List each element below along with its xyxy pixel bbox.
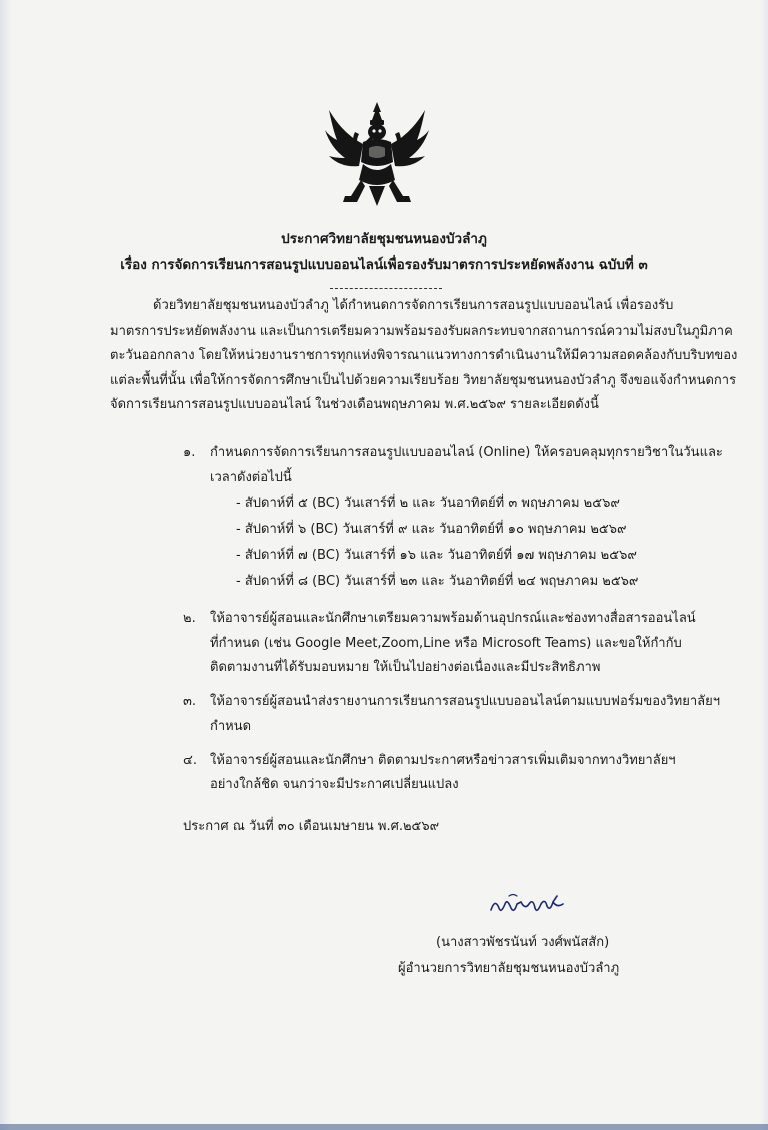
item-4-number: ๔. [183, 753, 197, 768]
signer-position: ผู้อำนวยการวิทยาลัยชุมชนหนองบัวลำภู [398, 961, 620, 976]
item-1-sub-3: - สัปดาห์ที่ ๗ (BC) วันเสาร์ที่ ๑๖ และ วันอาทิตย์ที่ ๑๗ พฤษภาคม ๒๕๖๙ [236, 548, 637, 563]
item-1-line-1: กำหนดการจัดการเรียนการสอนรูปแบบออนไลน์ (Online) ให้ครอบคลุมทุกรายวิชาในวันและ [210, 445, 723, 460]
announcement-title: ประกาศวิทยาลัยชุมชนหนองบัวลำภู [281, 231, 487, 247]
intro-line-2: มาตรการประหยัดพลังงาน และเป็นการเตรียมความพร้อมรองรับผลกระทบจากสถานการณ์ความไม่สงบในภูมิภาค [110, 324, 733, 339]
page-edge-right [760, 0, 768, 1130]
item-2-line-1: ให้อาจารย์ผู้สอนและนักศึกษาเตรียมความพร้อมด้านอุปกรณ์และช่องทางสื่อสารออนไลน์ [210, 611, 696, 626]
item-4-line-2: อย่างใกล้ชิด จนกว่าจะมีประกาศเปลี่ยนแปลง [210, 777, 459, 792]
item-4-line-1: ให้อาจารย์ผู้สอนและนักศึกษา ติดตามประกาศหรือข่าวสารเพิ่มเติมจากทางวิทยาลัยฯ [210, 753, 676, 768]
page-edge-bottom [0, 1124, 768, 1130]
item-3-line-2: กำหนด [210, 719, 252, 734]
item-2-line-2: ที่กำหนด (เช่น Google Meet,Zoom,Line หรือ Microsoft Teams) และขอให้กำกับ [210, 636, 682, 651]
page-edge-left [0, 0, 12, 1130]
signature-icon [487, 890, 567, 920]
announcement-date: ประกาศ ณ วันที่ ๓๐ เดือนเมษายน พ.ศ.๒๕๖๙ [183, 819, 440, 834]
item-1-number: ๑. [183, 445, 196, 460]
signer-name: (นางสาวพัชรนันท์ วงศ์พนัสสัก) [436, 935, 610, 950]
item-2-number: ๒. [183, 611, 196, 626]
item-1-sub-1: - สัปดาห์ที่ ๕ (BC) วันเสาร์ที่ ๒ และ วันอาทิตย์ที่ ๓ พฤษภาคม ๒๕๖๙ [236, 496, 620, 511]
garuda-emblem-icon [325, 100, 429, 208]
item-1-sub-4: - สัปดาห์ที่ ๘ (BC) วันเสาร์ที่ ๒๓ และ วันอาทิตย์ที่ ๒๔ พฤษภาคม ๒๕๖๙ [236, 574, 639, 589]
announcement-subject: เรื่อง การจัดการเรียนการสอนรูปแบบออนไลน์เพื่อรองรับมาตรการประหยัดพลังงาน ฉบับที่ ๓ [120, 257, 648, 273]
intro-line-4: แต่ละพื้นที่นั้น เพื่อให้การจัดการศึกษาเป็นไปด้วยความเรียบร้อย วิทยาลัยชุมชนหนองบัวลำภู จึงขอแจ้งกำหนดการ [110, 373, 737, 388]
item-1-sub-2: - สัปดาห์ที่ ๖ (BC) วันเสาร์ที่ ๙ และ วันอาทิตย์ที่ ๑๐ พฤษภาคม ๒๕๖๙ [236, 522, 627, 537]
item-1-line-2: เวลาดังต่อไปนี้ [210, 470, 292, 485]
divider-rule [330, 288, 442, 289]
intro-line-1: ด้วยวิทยาลัยชุมชนหนองบัวลำภู ได้กำหนดการจัดการเรียนการสอนรูปแบบออนไลน์ เพื่อรองรับ [153, 298, 674, 313]
item-3-number: ๓. [183, 694, 197, 709]
intro-line-3: ตะวันออกกลาง โดยให้หน่วยงานราชการทุกแห่งพิจารณาแนวทางการดำเนินงานให้มีความสอดคล้องกับบริบทของ [110, 348, 738, 363]
item-3-line-1: ให้อาจารย์ผู้สอนนำส่งรายงานการเรียนการสอนรูปแบบออนไลน์ตามแบบฟอร์มของวิทยาลัยฯ [210, 694, 721, 709]
intro-line-5: จัดการเรียนการสอนรูปแบบออนไลน์ ในช่วงเดือนพฤษภาคม พ.ศ.๒๕๖๙ รายละเอียดดังนี้ [110, 397, 599, 412]
item-2-line-3: ติดตามงานที่ได้รับมอบหมาย ให้เป็นไปอย่างต่อเนื่องและมีประสิทธิภาพ [210, 660, 601, 675]
